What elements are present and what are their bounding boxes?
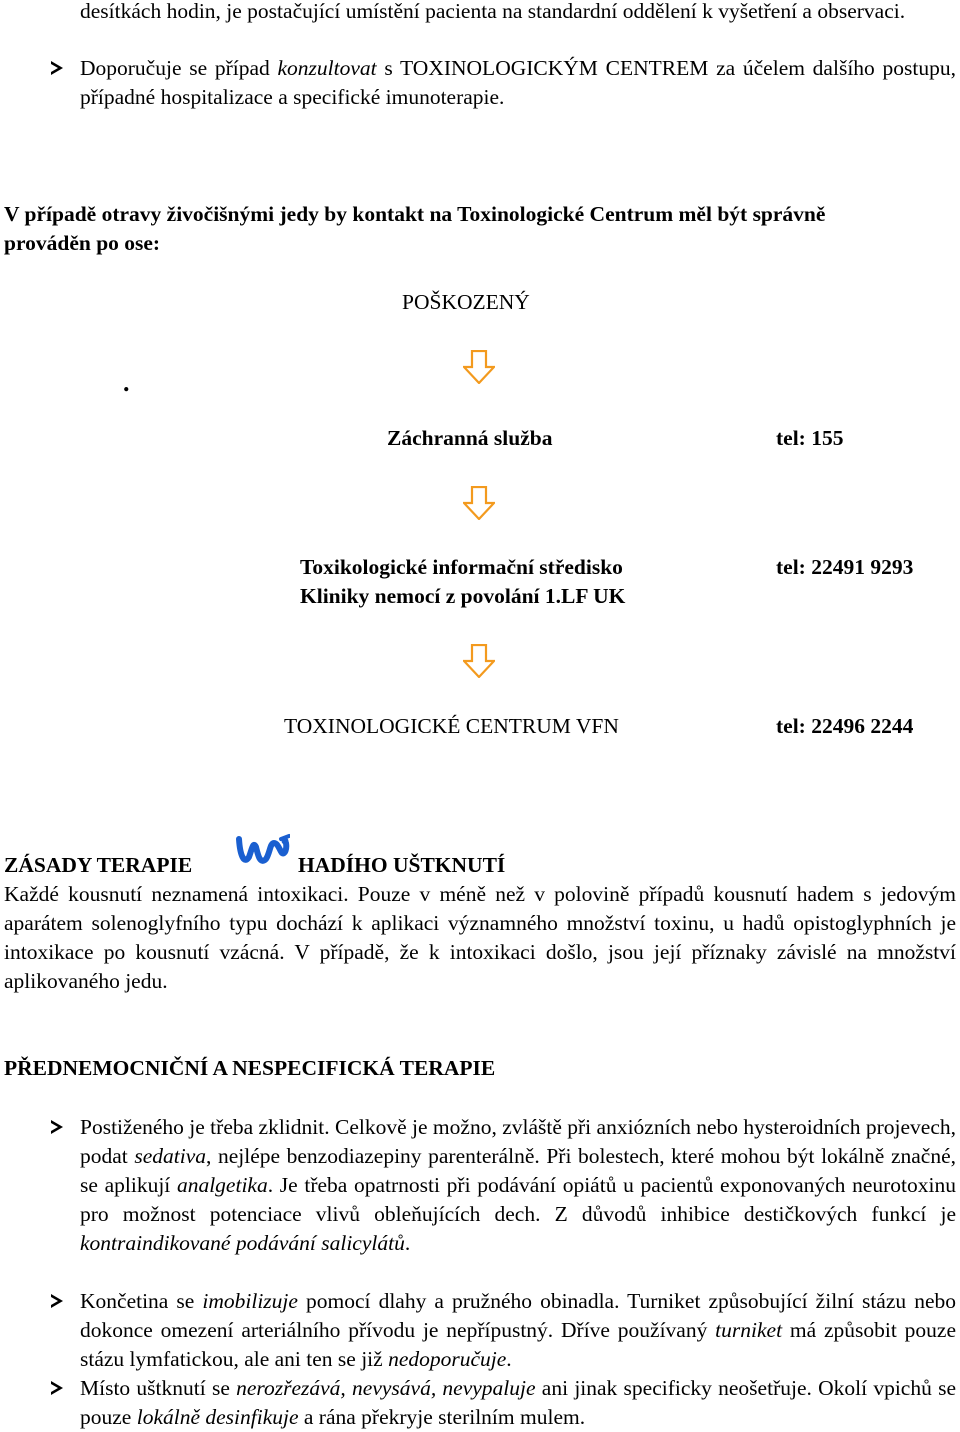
bullet-2-text: Končetina se (80, 1289, 203, 1313)
down-arrow-outline-icon (463, 486, 495, 520)
bullet-2-text-3: má způsobit pouze stázu lymfatickou, ale ani ten se již (80, 1318, 956, 1371)
intro-bullet-emphasis: konzultovat (277, 56, 377, 80)
flow-step-tis-tel: tel: 22491 9293 (776, 555, 914, 579)
intro-bullet-text: Doporučuje se případ (80, 56, 278, 80)
flow-dot: . (123, 368, 130, 397)
bullet-2-text-4: . (506, 1347, 512, 1371)
flow-step-zachranna: Záchranná služba (387, 426, 553, 450)
snake-icon (236, 831, 290, 871)
flow-step-zachranna-tel: tel: 155 (776, 426, 844, 450)
bullet-3-text-3: a rána překryje sterilním mulem. (298, 1405, 586, 1429)
prehospital-heading: PŘEDNEMOCNIČNÍ A NESPECIFICKÁ TERAPIE (4, 1056, 496, 1080)
bullet-arrow-icon (51, 61, 63, 75)
therapy-paragraph: Každé kousnutí neznamená intoxikaci. Pouze v méně než v polovině případů kousnutí hadem s jedovým aparátem solenoglyfního typu dochází k aplikaci významného množství toxinu, u hadů opistoglyphních je intoxikace po kousnutí vzácná. V případě, že k intoxikaci došlo, jsou její příznaky závislé na množství aplikovaného jedu. (4, 882, 956, 993)
flow-step-poskozeny: POŠKOZENÝ (402, 290, 530, 314)
intro-bullet-text-2: s TOXINOLOGICKÝM CENTREM za účelem dalšího postupu, případné hospitalizace a specifické imunoterapie. (80, 56, 956, 109)
bullet-1-text-2: , nejlépe benzodiazepiny parenterálně. Při bolestech, které mohou být lokálně značné, se aplikují (80, 1144, 956, 1197)
bullet-2-text-2: pomocí dlahy a pružného obinadla. Turniket způsobující žilní stázu nebo dokonce omezení arteriálního přívodu je nepřípustný. Dříve používaný (80, 1289, 956, 1342)
bullet-2-emphasis-3: nedoporučuje (388, 1347, 507, 1371)
bullet-2-emphasis: imobilizuje (202, 1289, 298, 1313)
flow-step-toxinologicke-centrum-tel: tel: 22496 2244 (776, 714, 914, 738)
bullet-arrow-icon (51, 1294, 63, 1308)
bullet-arrow-icon (51, 1120, 63, 1134)
therapy-heading-right: HADÍHO UŠTKNUTÍ (298, 853, 506, 877)
bullet-1-emphasis-3: kontraindikované podávání salicylátů (80, 1231, 405, 1255)
bullet-1-text-4: . (404, 1231, 411, 1255)
bullet-2-emphasis-2: turniket (715, 1318, 783, 1342)
bullet-3-emphasis-2: lokálně desinfikuje (136, 1405, 299, 1429)
bullet-3-text-2: ani jinak specificky neošetřuje. Okolí vpichů se pouze (80, 1376, 956, 1429)
prehospital-bullet-3 (80, 1374, 956, 1432)
bullet-3-emphasis: nerozřezává, nevysává, nevypaluje (236, 1376, 536, 1400)
prehospital-bullet-2 (80, 1287, 956, 1374)
bullet-3-text: Místo uštknutí se (80, 1376, 237, 1400)
prehospital-bullet-1 (80, 1113, 956, 1258)
bullet-1-text-3: . Je třeba opatrnosti při podávání opiátů u pacientů exponovaných neurotoxinu pro možnost potenciace vlivů obleňujících dech. Z důvodů inhibice destičkových funkcí je (80, 1173, 956, 1226)
flow-step-tis (300, 553, 625, 611)
bullet-1-emphasis: sedativa (134, 1144, 207, 1168)
therapy-heading-left: ZÁSADY TERAPIE (4, 853, 193, 877)
intro-bullet (80, 54, 956, 112)
flow-step-tis-line2: Kliniky nemocí z povolání 1.LF UK (300, 584, 626, 608)
flow-step-toxinologicke-centrum: TOXINOLOGICKÉ CENTRUM VFN (284, 714, 619, 738)
intro-continuation: desítkách hodin, je postačující umístění pacienta na standardní oddělení k vyšetření a observaci. (80, 0, 906, 23)
down-arrow-outline-icon (463, 350, 495, 384)
bullet-arrow-icon (51, 1381, 63, 1395)
flow-step-tis-line1: Toxikologické informační středisko (300, 555, 623, 579)
bullet-1-emphasis-2: analgetika (176, 1173, 268, 1197)
bullet-1-text: Postiženého je třeba zklidnit. Celkově je možno, zvláště při anxiózních nebo hysteroidních projevech, podat (80, 1115, 956, 1168)
contact-heading: V případě otravy živočišnými jedy by kontakt na Toxinologické Centrum měl být správně prováděn po ose: (4, 202, 826, 255)
down-arrow-outline-icon (463, 644, 495, 678)
